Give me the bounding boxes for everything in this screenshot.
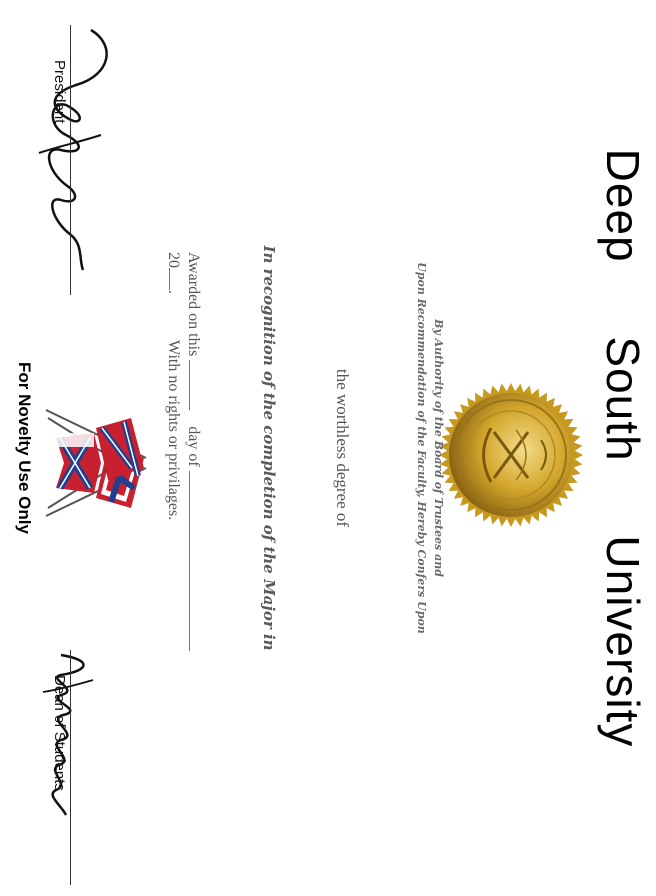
dean-line xyxy=(70,650,71,885)
recognition-text: In recognition of the completion of the Major in xyxy=(260,245,278,651)
rights-text: With no rights or privilages. xyxy=(165,340,182,521)
novelty-notice: For Novelty Use Only xyxy=(15,362,34,534)
award-line-1 xyxy=(184,252,204,651)
day-of-label: day of xyxy=(185,426,202,467)
title-word-university: University xyxy=(597,535,649,748)
president-signature xyxy=(36,25,121,280)
award-line-2: 20. With no rights or privilages. xyxy=(165,252,182,521)
dean-signature xyxy=(41,650,101,820)
institution-title xyxy=(596,0,650,896)
month-blank xyxy=(189,471,204,651)
year-prefix: 20 xyxy=(165,252,182,268)
day-blank xyxy=(189,360,204,410)
crossed-flags-icon xyxy=(41,398,156,528)
president-line xyxy=(70,25,71,295)
awarded-on-label: Awarded on this xyxy=(185,252,202,357)
authority-line-2: Upon Recommendation of the Faculty, Hereby Confers Upon xyxy=(415,262,428,634)
authority-line-1: By Authority of the Board of Trustees and xyxy=(432,319,445,577)
gold-seal-icon xyxy=(436,380,586,530)
degree-text: the worthless degree of xyxy=(333,368,352,528)
title-word-south: South xyxy=(597,336,649,462)
year-blank xyxy=(169,268,184,290)
dean-label: Dean of Students xyxy=(51,675,68,791)
president-label: President xyxy=(51,60,68,124)
title-word-deep: Deep xyxy=(597,148,649,263)
